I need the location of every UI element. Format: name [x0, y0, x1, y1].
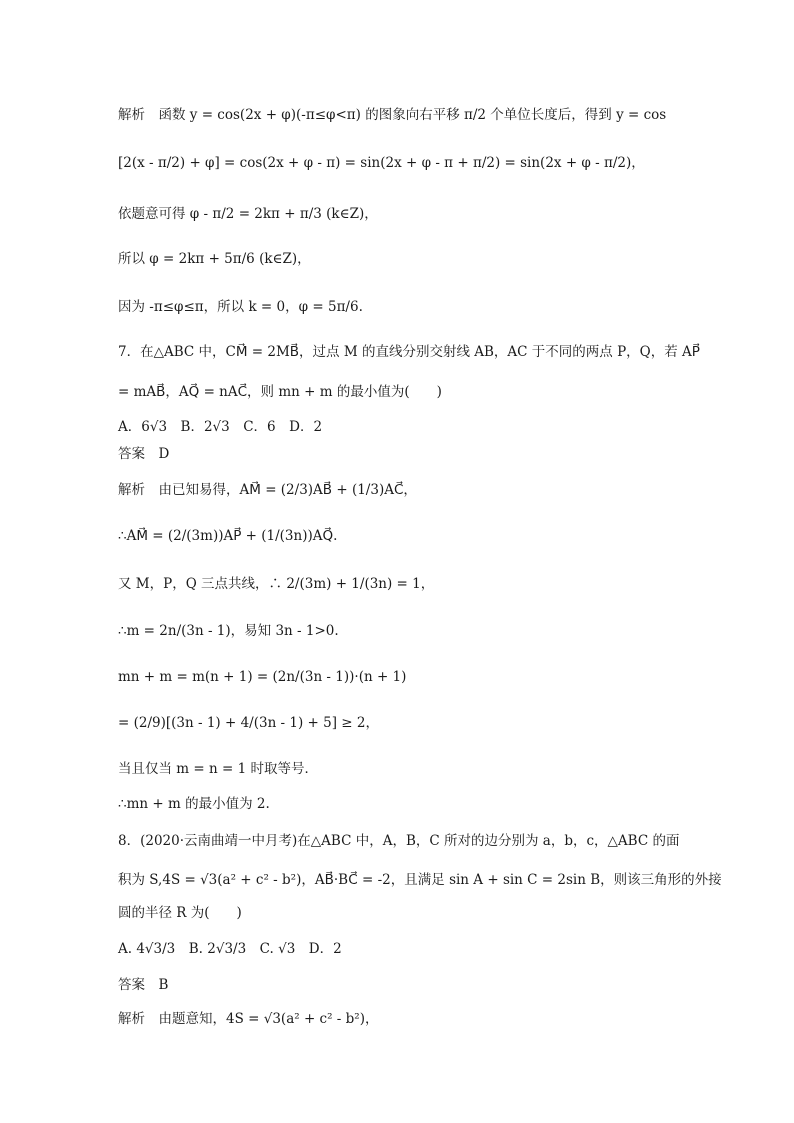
text-line: ∴m = 2n/(3n - 1)，易知 3n - 1>0. — [118, 623, 339, 639]
text-line: 解析 函数 y = cos(2x + φ)(-π≤φ<π) 的图象向右平移 π/2 个单位长度后，得到 y = cos — [118, 107, 667, 123]
analysis-line: 解析 由已知易得，AM⃗ = (2/3)AB⃗ + (1/3)AC⃗， — [118, 482, 417, 498]
text-line: [2(x - π/2) + φ] = cos(2x + φ - π) = sin(2x + φ - π + π/2) = sin(2x + φ - π/2)， — [118, 155, 645, 171]
text-line: 又 M，P，Q 三点共线，∴ 2/(3m) + 1/(3n) = 1， — [118, 576, 435, 592]
question-7-line: 7．在△ABC 中，CM⃗ = 2MB⃗，过点 M 的直线分别交射线 AB，AC 于不同的两点 P，Q，若 AP⃗ — [118, 344, 700, 360]
answer-line: 答案 B — [118, 977, 169, 993]
question-8-line: 圆的半径 R 为( ) — [118, 905, 242, 921]
analysis-line: 解析 由题意知，4S = √3(a² + c² - b²)， — [118, 1011, 379, 1027]
text-line: mn + m = m(n + 1) = (2n/(3n - 1))·(n + 1) — [118, 669, 407, 685]
text-line: ∴AM⃗ = (2/(3m))AP⃗ + (1/(3n))AQ⃗. — [118, 528, 338, 544]
answer-options: A．6√3 B．2√3 C．6 D．2 — [118, 419, 323, 435]
text-line: 依题意可得 φ - π/2 = 2kπ + π/3 (k∈Z)， — [118, 206, 378, 222]
answer-options: A. 4√3/3 B. 2√3/3 C. √3 D．2 — [118, 941, 342, 957]
text-line: ∴mn + m 的最小值为 2. — [118, 796, 270, 812]
answer-line: 答案 D — [118, 446, 170, 462]
text-line: 当且仅当 m = n = 1 时取等号． — [118, 761, 318, 777]
question-8-line: 积为 S,4S = √3(a² + c² - b²)，AB⃗·BC⃗ = -2，且满足 sin A + sin C = 2sin B，则该三角形的外接 — [118, 872, 722, 888]
question-8-line: 8．(2020·云南曲靖一中月考)在△ABC 中，A，B，C 所对的边分别为 a，b，c，△ABC 的面 — [118, 833, 680, 849]
text-line: 所以 φ = 2kπ + 5π/6 (k∈Z)， — [118, 251, 311, 267]
question-7-line: = mAB⃗，AQ⃗ = nAC⃗，则 mn + m 的最小值为( ) — [118, 384, 442, 400]
text-line: = (2/9)[(3n - 1) + 4/(3n - 1) + 5] ≥ 2， — [118, 715, 379, 731]
text-line: 因为 -π≤φ≤π，所以 k = 0，φ = 5π/6. — [118, 299, 363, 315]
